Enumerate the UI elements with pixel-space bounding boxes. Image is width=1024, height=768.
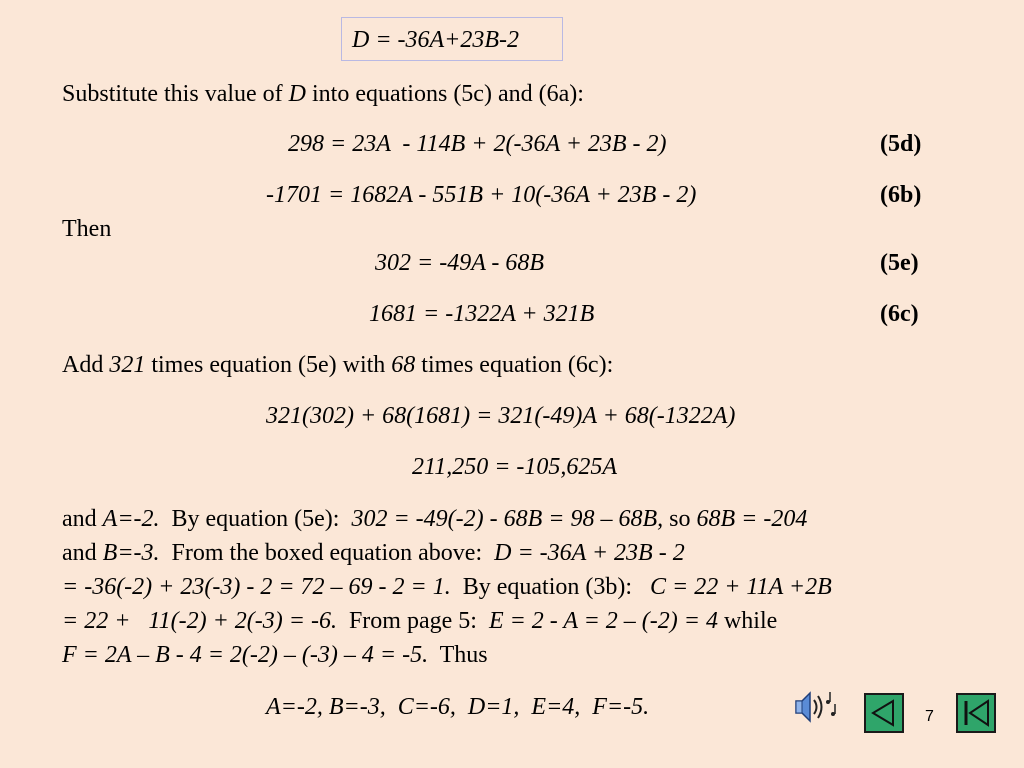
text-run: From page 5:	[336, 608, 489, 634]
math-run: A=-2.	[102, 506, 160, 532]
math-run: 68B = -204	[696, 506, 808, 532]
add-line-number: 321	[109, 352, 146, 378]
paragraph-line-3	[62, 573, 832, 601]
speaker-icon[interactable]	[792, 688, 838, 726]
math-run: C = 22 + 11A +2B	[650, 574, 832, 600]
add-line-text: times equation (6c):	[415, 352, 614, 378]
boxed-equation-text: D = -36A+23B-2	[352, 27, 520, 53]
text-run: By equation (3b):	[450, 574, 651, 600]
math-run: B=-3.	[102, 540, 160, 566]
back-arrow-icon	[866, 695, 902, 731]
combination-equation	[266, 402, 735, 430]
equation-5e-label: (5e)	[880, 250, 919, 276]
equation-6c-label: (6c)	[880, 301, 919, 327]
first-page-icon	[958, 695, 994, 731]
intro-line	[62, 80, 584, 108]
equation-6c	[369, 300, 594, 328]
paragraph-line-2	[62, 539, 685, 567]
equation-5d-label: (5d)	[880, 131, 922, 157]
equation-5d	[288, 130, 667, 158]
back-button[interactable]	[864, 693, 904, 733]
add-line-number: 68	[391, 352, 416, 378]
intro-text-end: into equations (5c) and (6a):	[306, 81, 584, 107]
math-run: E = 2 - A = 2 – (-2) = 4	[488, 608, 718, 634]
final-answer-text: A=-2, B=-3, C=-6, D=1, E=4, F=-5.	[266, 694, 650, 720]
page-number: 7	[925, 708, 934, 725]
text-run: From the boxed equation above:	[159, 540, 495, 566]
equation-5e-expr: 302 = -49A - 68B	[375, 250, 545, 276]
text-run: and	[62, 506, 103, 532]
text-run: and	[62, 540, 103, 566]
boxed-equation	[341, 17, 563, 61]
add-line	[62, 351, 613, 379]
add-line-text: times equation (5e) with	[145, 352, 392, 378]
equation-6b	[266, 181, 696, 209]
text-run: while	[717, 608, 778, 634]
equation-5d-expr: 298 = 23A - 114B + 2(-36A + 23B - 2)	[288, 131, 667, 157]
add-line-text: Add	[62, 352, 110, 378]
intro-text: Substitute this value of	[62, 81, 289, 107]
text-run: By equation (5e):	[159, 506, 352, 532]
equation-6b-expr: -1701 = 1682A - 551B + 10(-36A + 23B - 2)	[266, 182, 697, 208]
text-run: so	[663, 506, 697, 532]
speaker-icon-graphic	[792, 688, 838, 726]
equation-5e	[375, 249, 544, 277]
paragraph-line-5	[62, 641, 488, 669]
result-equation	[412, 453, 617, 481]
math-run: = 22 + 11(-2) + 2(-3) = -6.	[62, 608, 337, 634]
intro-variable: D	[288, 81, 306, 107]
combination-equation-expr: 321(302) + 68(1681) = 321(-49)A + 68(-1322A)	[266, 403, 736, 429]
final-answer	[266, 693, 649, 721]
math-run: D = -36A + 23B - 2	[494, 540, 685, 566]
math-run: = -36(-2) + 23(-3) - 2 = 72 – 69 - 2 = 1.	[62, 574, 451, 600]
text-run: Thus	[428, 642, 488, 668]
result-equation-expr: 211,250 = -105,625A	[412, 454, 618, 480]
math-run: F = 2A – B - 4 = 2(-2) – (-3) – 4 = -5.	[62, 642, 429, 668]
paragraph-line-4	[62, 607, 777, 635]
first-page-button[interactable]	[956, 693, 996, 733]
paragraph-line-1	[62, 505, 807, 533]
math-run: 302 = -49(-2) - 68B = 98 – 68B,	[351, 506, 664, 532]
equation-6b-label: (6b)	[880, 182, 922, 208]
then-label: Then	[62, 216, 112, 242]
equation-6c-expr: 1681 = -1322A + 321B	[369, 301, 595, 327]
